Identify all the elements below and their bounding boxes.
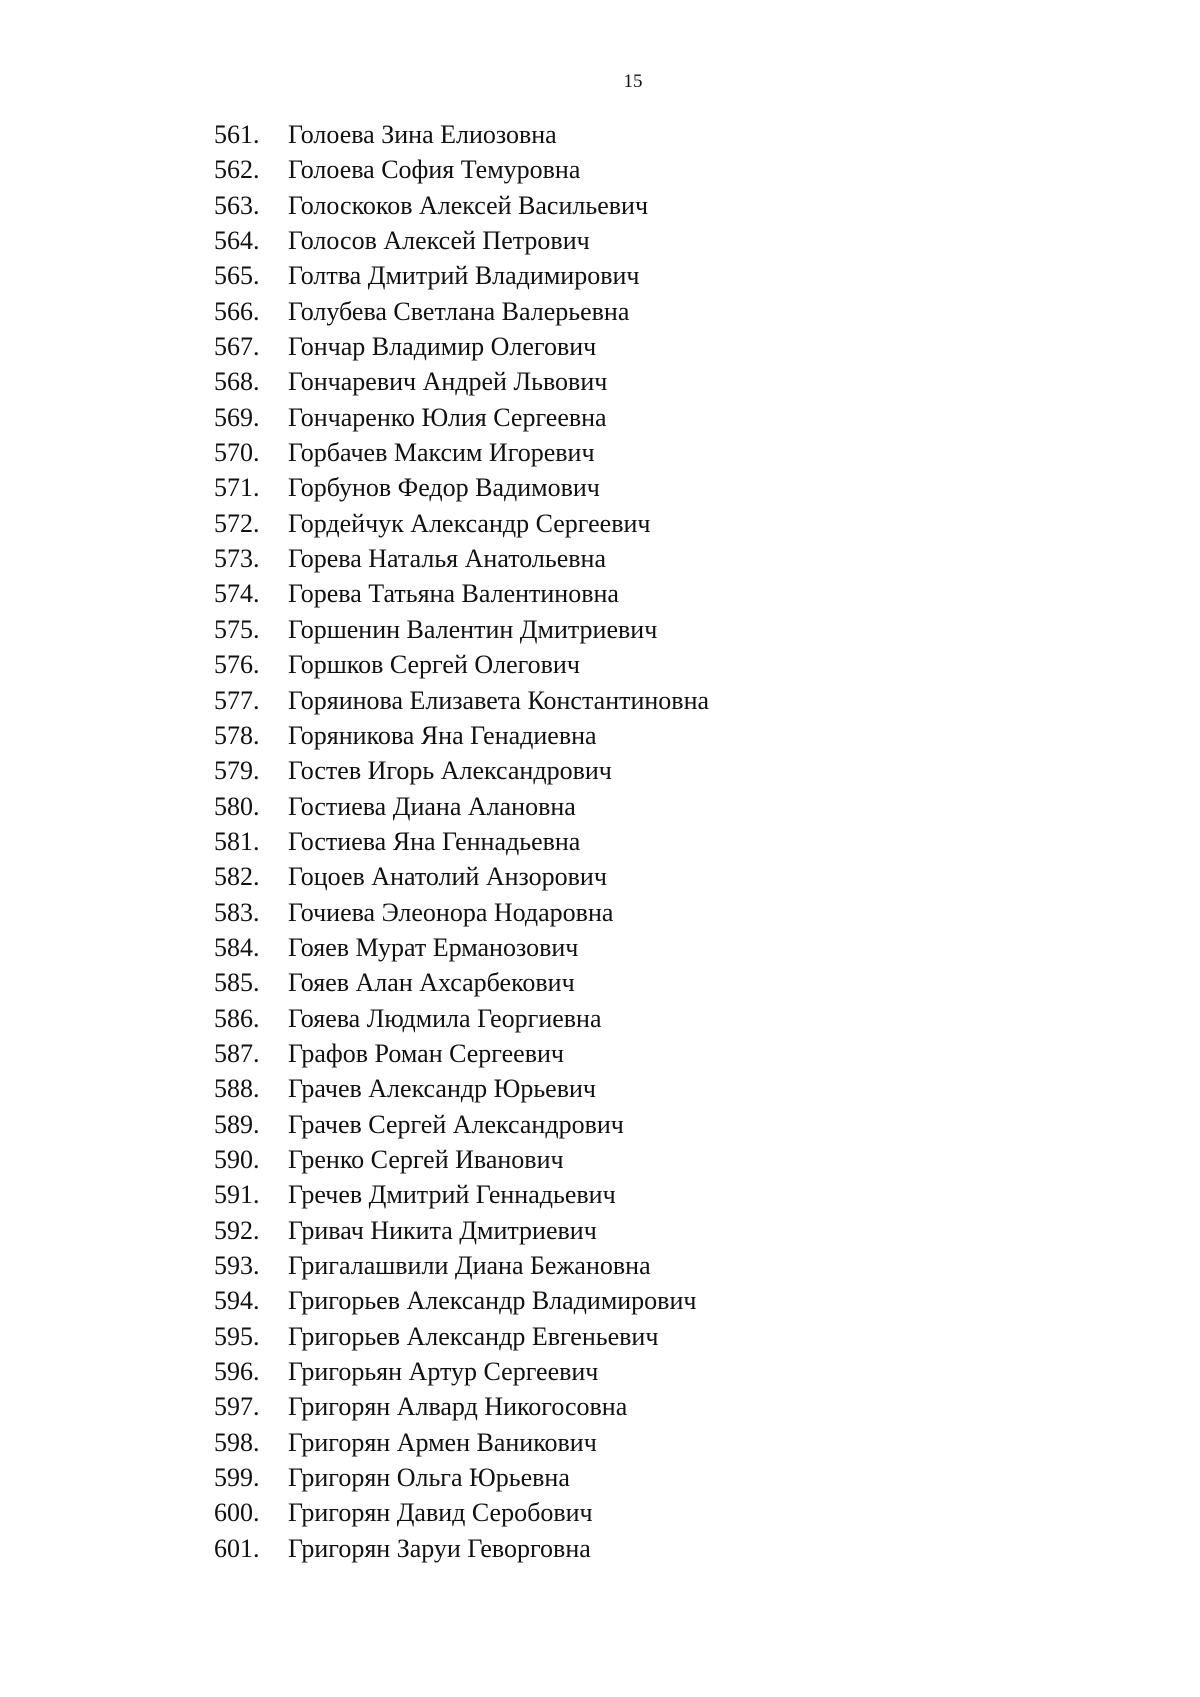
list-item (214, 152, 709, 187)
list-item-number: 577. (214, 685, 260, 715)
list-item-name: Григорян Заруи Геворговна (288, 1533, 591, 1563)
list-item-number: 600. (214, 1498, 260, 1528)
list-item (214, 1107, 709, 1142)
list-item-number: 595. (214, 1321, 260, 1351)
list-item-number: 599. (214, 1463, 260, 1493)
list-item (214, 930, 709, 965)
list-item-number: 562. (214, 155, 260, 185)
list-item-number: 598. (214, 1427, 260, 1457)
list-item-number: 596. (214, 1357, 260, 1387)
list-item-name: Графов Роман Сергеевич (288, 1038, 564, 1068)
list-item-name: Горшенин Валентин Дмитриевич (288, 614, 658, 644)
list-item-number: 564. (214, 226, 260, 256)
list-item (214, 1354, 709, 1389)
list-item (214, 1495, 709, 1530)
list-item-name: Григалашвили Диана Бежановна (288, 1251, 651, 1280)
list-item (214, 824, 709, 859)
list-item-number: 569. (214, 402, 260, 432)
list-item-number: 592. (214, 1215, 260, 1245)
list-item-name: Гостиева Яна Геннадьевна (288, 826, 581, 856)
list-item (214, 223, 709, 258)
list-item-number: 566. (214, 296, 260, 326)
name-list (214, 117, 709, 1566)
list-item-number: 570. (214, 438, 260, 468)
list-item (214, 965, 709, 1000)
list-item-number: 561. (214, 120, 260, 149)
list-item-number: 587. (214, 1038, 260, 1068)
list-item-name: Гояев Алан Ахсарбекович (288, 968, 575, 998)
list-item-number: 581. (214, 826, 260, 856)
list-item (214, 294, 709, 329)
list-item-name: Грачев Александр Юрьевич (288, 1074, 596, 1104)
list-item (214, 718, 709, 753)
list-item (214, 1248, 709, 1283)
list-item-name: Григорян Алвард Никогосовна (288, 1392, 628, 1422)
list-item-name: Горяникова Яна Генадиевна (288, 720, 597, 750)
list-item-name: Голтва Дмитрий Владимирович (288, 261, 640, 291)
list-item (214, 117, 709, 152)
list-item (214, 188, 709, 223)
list-item-name: Гостиева Диана Алановна (288, 791, 576, 821)
list-item-number: 589. (214, 1109, 260, 1139)
list-item-number: 597. (214, 1392, 260, 1422)
list-item-name: Гочиева Элеонора Нодаровна (288, 897, 614, 927)
list-item (214, 895, 709, 930)
list-item (214, 753, 709, 788)
list-item-number: 576. (214, 650, 260, 680)
list-item (214, 576, 709, 611)
list-item (214, 789, 709, 824)
list-item-number: 583. (214, 897, 260, 927)
list-item-name: Григорян Давид Серобович (288, 1498, 593, 1528)
list-item (214, 258, 709, 293)
list-item-name: Голоева София Темуровна (288, 155, 581, 185)
list-item (214, 1389, 709, 1424)
list-item-number: 572. (214, 508, 260, 538)
list-item (214, 1142, 709, 1177)
list-item-number: 571. (214, 473, 260, 503)
list-item (214, 364, 709, 399)
list-item (214, 1036, 709, 1071)
list-item (214, 329, 709, 364)
list-item-name: Гояева Людмила Георгиевна (288, 1003, 602, 1033)
list-item-name: Горева Наталья Анатольевна (288, 544, 606, 574)
list-item-number: 575. (214, 614, 260, 644)
list-item (214, 1071, 709, 1106)
list-item-number: 591. (214, 1180, 260, 1210)
list-item-number: 573. (214, 544, 260, 574)
list-item-name: Гречев Дмитрий Геннадьевич (288, 1180, 616, 1210)
list-item (214, 1531, 709, 1566)
list-item-name: Гояев Мурат Ерманозович (288, 932, 579, 962)
list-item-number: 601. (214, 1533, 260, 1563)
list-item-number: 590. (214, 1144, 260, 1174)
list-item-number: 588. (214, 1074, 260, 1104)
list-item (214, 1425, 709, 1460)
list-item (214, 1319, 709, 1354)
list-item (214, 1177, 709, 1212)
list-item-name: Гордейчук Александр Сергеевич (288, 508, 651, 538)
list-item-name: Гривач Никита Дмитриевич (288, 1215, 597, 1245)
list-item-number: 578. (214, 720, 260, 750)
list-item-name: Горшков Сергей Олегович (288, 650, 580, 680)
list-item-name: Голоскоков Алексей Васильевич (288, 190, 649, 220)
list-item-name: Гренко Сергей Иванович (288, 1144, 564, 1174)
list-item-number: 579. (214, 756, 260, 786)
page-number: 15 (623, 71, 643, 92)
list-item (214, 400, 709, 435)
list-item-name: Гоцоев Анатолий Анзорович (288, 862, 607, 892)
list-item-name: Гостев Игорь Александрович (288, 756, 612, 786)
list-item-name: Грачев Сергей Александрович (288, 1109, 624, 1139)
list-item-name: Горева Татьяна Валентиновна (288, 579, 619, 609)
list-item-name: Голубева Светлана Валерьевна (288, 296, 630, 326)
list-item-number: 580. (214, 791, 260, 821)
list-item-name: Горяинова Елизавета Константиновна (288, 685, 710, 715)
list-item-number: 593. (214, 1251, 260, 1280)
list-item-name: Голосов Алексей Петрович (288, 226, 590, 256)
list-item-name: Горбунов Федор Вадимович (288, 473, 600, 503)
list-item (214, 1213, 709, 1248)
list-item-name: Григорян Армен Ваникович (288, 1427, 597, 1457)
list-item-name: Гончаревич Андрей Львович (288, 367, 608, 397)
list-item-number: 565. (214, 261, 260, 291)
list-item-number: 585. (214, 968, 260, 998)
list-item (214, 683, 709, 718)
list-item (214, 541, 709, 576)
list-item-name: Гончаренко Юлия Сергеевна (288, 402, 607, 432)
list-item (214, 647, 709, 682)
list-item (214, 506, 709, 541)
list-item (214, 435, 709, 470)
list-item-number: 582. (214, 862, 260, 892)
list-item-number: 567. (214, 332, 260, 362)
list-item-name: Григорьев Александр Владимирович (288, 1286, 697, 1316)
list-item-name: Гончар Владимир Олегович (288, 332, 597, 362)
list-item-name: Григорьян Артур Сергеевич (288, 1357, 599, 1387)
list-item (214, 612, 709, 647)
list-item-name: Григорьев Александр Евгеньевич (288, 1321, 659, 1351)
list-item-number: 574. (214, 579, 260, 609)
list-item (214, 470, 709, 505)
list-item (214, 1001, 709, 1036)
list-item-number: 563. (214, 190, 260, 220)
list-item (214, 859, 709, 894)
list-item-name: Голоева Зина Елиозовна (288, 120, 557, 149)
list-item-number: 568. (214, 367, 260, 397)
list-item (214, 1460, 709, 1495)
list-item-number: 594. (214, 1286, 260, 1316)
list-item-number: 586. (214, 1003, 260, 1033)
list-item-name: Горбачев Максим Игоревич (288, 438, 595, 468)
list-item-name: Григорян Ольга Юрьевна (288, 1463, 570, 1493)
list-item-number: 584. (214, 932, 260, 962)
list-item (214, 1283, 709, 1318)
